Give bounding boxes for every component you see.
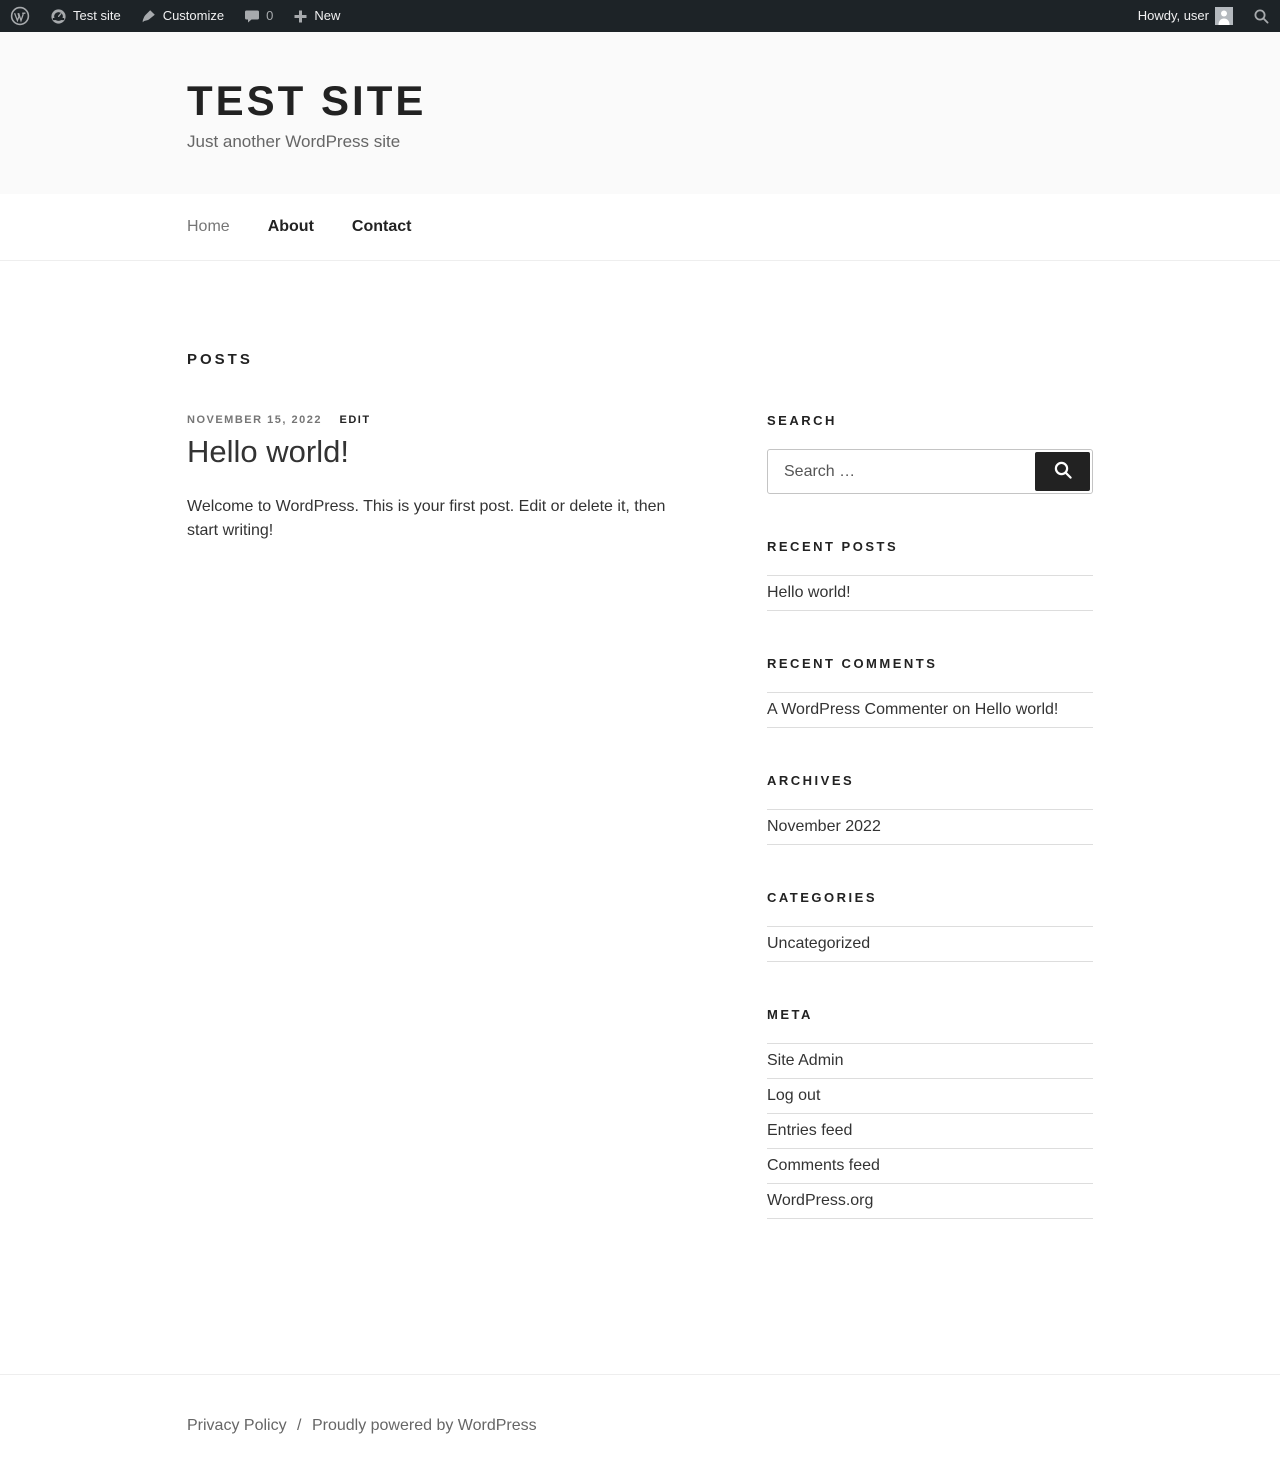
- archives-title: ARCHIVES: [767, 773, 855, 789]
- meta-entries-feed-link[interactable]: Entries feed: [767, 1122, 853, 1140]
- post-article: [187, 414, 687, 543]
- search-submit-button[interactable]: [1035, 452, 1090, 491]
- adminbar-search-button[interactable]: [1243, 0, 1280, 32]
- categories-title: CATEGORIES: [767, 890, 877, 906]
- customize-menu[interactable]: [131, 0, 234, 32]
- search-input[interactable]: [768, 450, 1033, 493]
- recent-posts-widget: [767, 539, 1093, 611]
- site-footer: [0, 1374, 1280, 1475]
- new-content-menu[interactable]: [283, 0, 350, 32]
- page-title: POSTS: [187, 351, 253, 369]
- post-title-link[interactable]: Hello world!: [187, 434, 349, 470]
- meta-title: META: [767, 1007, 813, 1023]
- powered-by-link[interactable]: Proudly powered by WordPress: [311, 1417, 537, 1435]
- list-item: [767, 693, 1093, 728]
- search-icon: [1253, 8, 1270, 25]
- list-item: [767, 1184, 1093, 1219]
- search-widget-title: SEARCH: [767, 413, 837, 429]
- customize-label: Customize: [162, 8, 225, 23]
- content-column: [187, 351, 687, 1264]
- site-title[interactable]: TEST SITE: [187, 77, 427, 124]
- search-form: [767, 449, 1093, 494]
- nav-item-contact[interactable]: Contact: [351, 218, 412, 236]
- categories-widget: [767, 890, 1093, 962]
- meta-site-admin-link[interactable]: Site Admin: [767, 1052, 844, 1070]
- search-widget: [767, 413, 1093, 494]
- wp-logo-menu[interactable]: [0, 0, 40, 32]
- list-item: [767, 810, 1093, 845]
- my-account-menu[interactable]: [1128, 0, 1243, 32]
- meta-wordpress-org-link[interactable]: WordPress.org: [767, 1192, 874, 1210]
- entry-meta: [187, 414, 687, 426]
- meta-widget: [767, 1007, 1093, 1219]
- post-body: Welcome to WordPress. This is your first post. Edit or delete it, then start writing!: [187, 497, 666, 539]
- site-main: [187, 351, 1093, 1264]
- comment-on-text: on: [948, 701, 975, 719]
- nav-item-home[interactable]: Home: [187, 218, 230, 236]
- footer-separator: /: [297, 1417, 302, 1435]
- comments-menu[interactable]: [234, 0, 283, 32]
- privacy-policy-link[interactable]: Privacy Policy: [187, 1417, 287, 1435]
- list-item: [767, 576, 1093, 611]
- list-item: [767, 1149, 1093, 1184]
- customize-brush-icon: [141, 8, 157, 24]
- archive-link[interactable]: November 2022: [767, 818, 881, 836]
- post-edit-link[interactable]: EDIT: [339, 414, 371, 427]
- category-link[interactable]: Uncategorized: [767, 935, 871, 953]
- recent-comments-title: RECENT COMMENTS: [767, 656, 938, 672]
- recent-posts-title: RECENT POSTS: [767, 539, 899, 555]
- site-header: [0, 32, 1280, 194]
- wordpress-logo-icon: [10, 6, 30, 26]
- meta-comments-feed-link[interactable]: Comments feed: [767, 1157, 880, 1175]
- site-name-menu[interactable]: [40, 0, 131, 32]
- comments-count: 0: [266, 8, 274, 23]
- admin-bar: [0, 0, 1280, 32]
- recent-post-link[interactable]: Hello world!: [767, 584, 851, 602]
- new-label: New: [314, 8, 341, 23]
- comments-bubble-icon: [244, 8, 260, 24]
- sidebar: [767, 413, 1093, 1264]
- list-item: [767, 1079, 1093, 1114]
- list-item: [767, 1114, 1093, 1149]
- search-icon: [1052, 459, 1074, 484]
- list-item: [767, 1044, 1093, 1079]
- meta-log-out-link[interactable]: Log out: [767, 1087, 821, 1105]
- archives-widget: [767, 773, 1093, 845]
- list-item: [767, 927, 1093, 962]
- post-date-link[interactable]: NOVEMBER 15, 2022: [187, 414, 322, 427]
- howdy-text: Howdy, user: [1137, 8, 1209, 23]
- new-plus-icon: [293, 9, 308, 24]
- comment-post-link[interactable]: Hello world!: [974, 701, 1059, 719]
- comment-author-link[interactable]: A WordPress Commenter: [767, 701, 949, 719]
- main-navigation: [0, 194, 1280, 261]
- site-tagline: Just another WordPress site: [187, 132, 401, 152]
- nav-item-about[interactable]: About: [267, 218, 314, 236]
- site-name-label: Test site: [73, 8, 121, 23]
- dashboard-gauge-icon: [50, 8, 67, 25]
- avatar: [1215, 7, 1233, 25]
- recent-comments-widget: [767, 656, 1093, 728]
